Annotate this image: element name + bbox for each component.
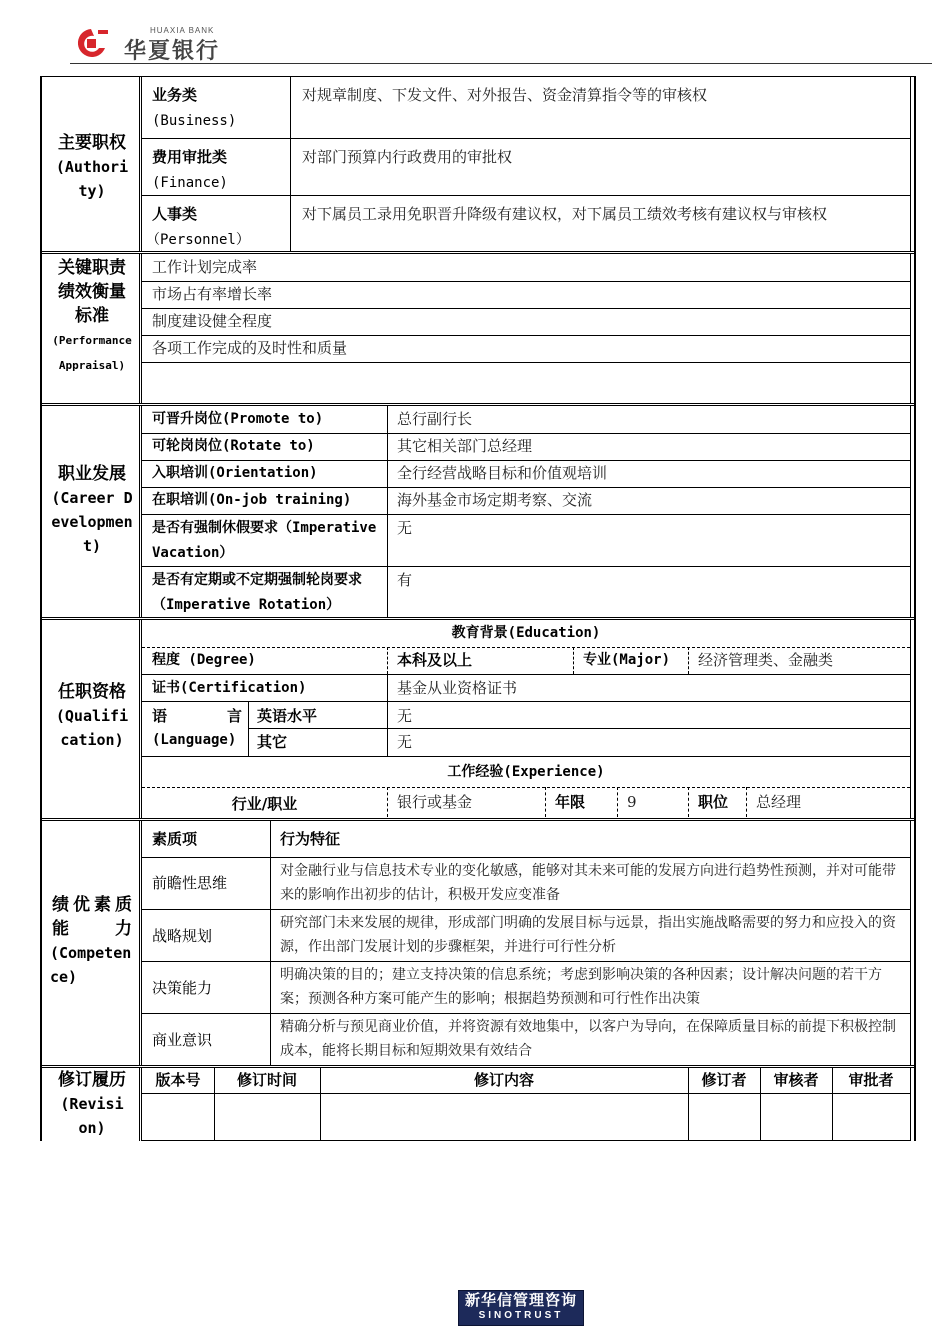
section-performance [42, 254, 914, 406]
language-label-cn: 语 言 [152, 707, 242, 725]
education-header: 教育背景(Education) [451, 625, 601, 641]
section-title-authority: 主要职权 (Authority) [55, 133, 129, 200]
kpi-item: 制度建设健全程度 [152, 312, 273, 330]
major-label: 专业(Major) [583, 652, 671, 668]
kpi-item: 市场占有率增长率 [152, 285, 273, 303]
competence-item: 决策能力 [152, 979, 213, 997]
kpi-item: 工作计划完成率 [152, 258, 258, 276]
section-title-competence: 绩优素质能力 (Competence) [50, 895, 132, 986]
position-label: 职位 [698, 793, 729, 811]
english-level-value: 无 [397, 707, 413, 725]
language-label-en: (Language) [152, 732, 237, 748]
industry-value: 银行或基金 [397, 793, 473, 811]
career-label-onjob: 在职培训(On-job training) [152, 492, 352, 508]
authority-value-finance: 对部门预算内行政费用的审批权 [302, 148, 513, 166]
section-qualification [42, 620, 914, 821]
huaxia-bank-logo-icon [72, 26, 110, 60]
revision-col-version: 版本号 [155, 1071, 201, 1089]
english-level-label: 英语水平 [257, 707, 318, 725]
career-value-orientation: 全行经营战略目标和价值观培训 [397, 464, 608, 482]
page-header [0, 0, 950, 70]
degree-value: 本科及以上 [397, 651, 473, 669]
competence-item: 战略规划 [152, 927, 213, 945]
kpi-item: 各项工作完成的及时性和质量 [152, 339, 348, 357]
degree-label: 程度 (Degree) [152, 652, 256, 668]
section-authority [42, 77, 914, 254]
career-value-onjob: 海外基金市场定期考察、交流 [397, 491, 593, 509]
revision-col-reviewer: 审核者 [773, 1071, 819, 1089]
job-description-form [40, 76, 916, 1141]
section-title-qualification: 任职资格 (Qualification) [55, 682, 129, 749]
authority-label-business-en: (Business) [152, 113, 237, 129]
authority-value-personnel: 对下属员工录用免职晋升降级有建议权，对下属员工绩效考核有建议权与审核权 [302, 205, 828, 223]
career-label-rotate: 可轮岗岗位(Rotate to) [152, 438, 315, 454]
footer-brand-en: SINOTRUST [478, 1310, 564, 1321]
section-title-performance: 关键职责绩效衡量标准 (Performance Appraisal) [52, 258, 132, 372]
revision-col-reviser: 修订者 [701, 1071, 747, 1089]
career-value-rotate: 其它相关部门总经理 [397, 437, 533, 455]
competence-behavior: 精确分析与预见商业价值，并将资源有效地集中，以客户为导向，在保障质量目标的前提下积极控制成本，能将长期目标和短期效果有效结合 [280, 1019, 896, 1059]
career-value-rotation: 有 [397, 571, 413, 589]
competence-behavior: 对金融行业与信息技术专业的变化敏感，能够对其未来可能的发展方向进行趋势性预测，并对可能带来的影响作出初步的估计，积极开发应变准备 [280, 863, 896, 903]
authority-value-business: 对规章制度、下发文件、对外报告、资金清算指令等的审核权 [302, 86, 708, 104]
competence-col-behavior: 行为特征 [280, 830, 341, 848]
footer-brand-cn: 新华信管理咨询 [464, 1291, 577, 1309]
section-career [42, 406, 914, 620]
industry-label: 行业/职业 [231, 795, 298, 813]
header-rule [70, 63, 932, 64]
position-value: 总经理 [756, 793, 802, 811]
language-other-label: 其它 [257, 733, 288, 751]
sinotrust-logo [458, 1290, 584, 1326]
section-title-revision: 修订履历 (Revision) [58, 1070, 126, 1137]
language-other-value: 无 [397, 733, 413, 751]
revision-col-time: 修订时间 [236, 1071, 297, 1089]
section-competence [42, 821, 914, 1068]
competence-item: 商业意识 [152, 1031, 213, 1049]
authority-label-personnel-en: （Personnel） [146, 232, 250, 248]
career-value-promote: 总行副行长 [397, 410, 473, 428]
career-value-vacation: 无 [397, 519, 413, 537]
authority-label-finance: 费用审批类 [152, 148, 228, 166]
revision-col-content: 修订内容 [473, 1071, 534, 1089]
career-label-rotation: 是否有定期或不定期强制轮岗要求（Imperative Rotation） [152, 572, 362, 613]
years-label: 年限 [555, 793, 586, 811]
competence-col-item: 素质项 [152, 830, 198, 848]
section-title-career: 职业发展 (Career Development) [51, 464, 133, 555]
career-label-orientation: 入职培训(Orientation) [152, 465, 318, 481]
bank-name-cn: 华夏银行 [124, 39, 221, 64]
bank-name-en: HUAXIA BANK [150, 26, 215, 35]
competence-behavior: 明确决策的目的；建立支持决策的信息系统；考虑到影响决策的各种因素；设计解决问题的若干方案；预测各种方案可能产生的影响；根据趋势预测和可行性作出决策 [280, 967, 882, 1007]
career-label-promote: 可晋升岗位(Promote to) [152, 411, 324, 427]
experience-header: 工作经验(Experience) [447, 764, 605, 780]
authority-label-personnel: 人事类 [152, 205, 198, 223]
revision-col-approver: 审批者 [848, 1071, 894, 1089]
career-label-vacation: 是否有强制休假要求（Imperative Vacation） [152, 520, 377, 561]
years-value: 9 [627, 793, 637, 811]
competence-item: 前瞻性思维 [152, 874, 228, 892]
authority-label-business: 业务类 [152, 86, 198, 104]
section-revision [42, 1068, 914, 1141]
certification-label: 证书(Certification) [152, 680, 307, 696]
certification-value: 基金从业资格证书 [397, 679, 518, 697]
major-value: 经济管理类、金融类 [698, 651, 834, 669]
authority-label-finance-en: (Finance) [152, 175, 228, 191]
competence-behavior: 研究部门未来发展的规律，形成部门明确的发展目标与远景，指出实施战略需要的努力和应投入的资源，作出部门发展计划的步骤框架，并进行可行性分析 [280, 915, 896, 955]
